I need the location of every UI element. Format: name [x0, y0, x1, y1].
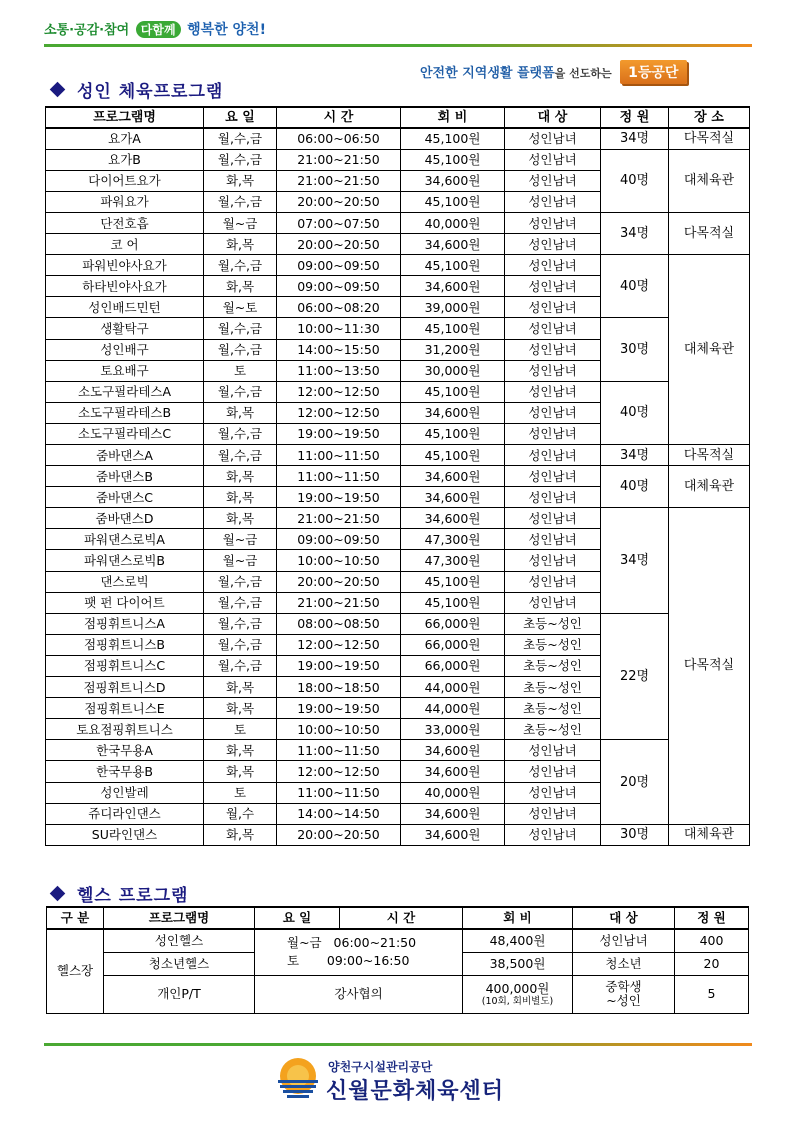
days: 화,목 [204, 824, 277, 845]
time: 19:00~19:50 [277, 487, 401, 508]
capacity: 34명 [601, 128, 669, 149]
col-header: 구 분 [47, 907, 104, 929]
tagline [420, 60, 687, 84]
place: 대체육관 [669, 149, 750, 212]
days: 토 [204, 360, 277, 381]
program-name: 줌바댄스B [46, 466, 204, 487]
time: 18:00~18:50 [277, 677, 401, 698]
health-program-table [46, 906, 749, 1014]
fee: 34,600원 [401, 276, 505, 297]
program-name: 팻 펀 다이어트 [46, 592, 204, 613]
days: 월,수,금 [204, 255, 277, 276]
program-name: 성인배드민턴 [46, 297, 204, 318]
target: 성인남녀 [505, 191, 601, 212]
capacity: 30명 [601, 824, 669, 845]
tagline-main: 안전한 지역생활 플랫폼 [420, 66, 555, 81]
target: 초등~성인 [505, 634, 601, 655]
tagline-small: 을 선도하는 [554, 67, 612, 80]
target: 초등~성인 [505, 655, 601, 676]
col-header: 장 소 [669, 107, 750, 128]
target: 성인남녀 [573, 929, 675, 952]
target: 성인남녀 [505, 782, 601, 803]
target: 성인남녀 [505, 402, 601, 423]
target: 성인남녀 [505, 487, 601, 508]
table-row [46, 824, 750, 845]
table-row [46, 508, 750, 529]
time: 21:00~21:50 [277, 508, 401, 529]
time: 06:00~06:50 [277, 128, 401, 149]
place: 대체육관 [669, 824, 750, 845]
days: 월,수 [204, 803, 277, 824]
col-header: 프로그램명 [104, 907, 255, 929]
target: 성인남녀 [505, 128, 601, 149]
program-name: 소도구필라테스A [46, 381, 204, 402]
col-header: 시 간 [277, 107, 401, 128]
org-name: 양천구시설관리공단 [328, 1060, 433, 1074]
program-name: 파워빈야사요가 [46, 255, 204, 276]
place: 다목적실 [669, 445, 750, 466]
time: 12:00~12:50 [277, 634, 401, 655]
time: 19:00~19:50 [277, 698, 401, 719]
time: 10:00~10:50 [277, 719, 401, 740]
program-name: 점핑휘트니스C [46, 655, 204, 676]
col-header: 시 간 [340, 907, 463, 929]
time: 09:00~09:50 [277, 529, 401, 550]
fee: 34,600원 [401, 803, 505, 824]
days: 화,목 [204, 466, 277, 487]
fee: 40,000원 [401, 782, 505, 803]
program-name: 파워댄스로빅A [46, 529, 204, 550]
fee: 45,100원 [401, 191, 505, 212]
table-row [46, 466, 750, 487]
target: 성인남녀 [505, 381, 601, 402]
days: 월~금 [204, 550, 277, 571]
time: 11:00~13:50 [277, 360, 401, 381]
capacity: 34명 [601, 445, 669, 466]
program-name: 성인발레 [46, 782, 204, 803]
time: 14:00~14:50 [277, 803, 401, 824]
fee: 34,600원 [401, 824, 505, 845]
target: 성인남녀 [505, 149, 601, 170]
days: 월~토 [204, 297, 277, 318]
program-name: 점핑휘트니스D [46, 677, 204, 698]
table-row [46, 318, 750, 339]
target: 성인남녀 [505, 423, 601, 444]
program-name: 점핑휘트니스E [46, 698, 204, 719]
program-name: 소도구필라테스B [46, 402, 204, 423]
category-cell: 헬스장 [47, 929, 104, 1013]
fee: 45,100원 [401, 381, 505, 402]
col-header: 대 상 [505, 107, 601, 128]
days: 월~금 [204, 529, 277, 550]
capacity: 20 [675, 952, 749, 975]
fee: 48,400원 [463, 929, 573, 952]
capacity: 40명 [601, 466, 669, 508]
program-name: 줌바댄스A [46, 445, 204, 466]
target-text: 중학생 ~성인 [605, 979, 642, 1008]
program-name: 한국무용B [46, 761, 204, 782]
fee: 45,100원 [401, 445, 505, 466]
capacity: 22명 [601, 613, 669, 740]
target: 성인남녀 [505, 297, 601, 318]
program-name: 단전호흡 [46, 212, 204, 233]
target: 성인남녀 [505, 761, 601, 782]
fee: 47,300원 [401, 550, 505, 571]
program-name: 생활탁구 [46, 318, 204, 339]
time: 12:00~12:50 [277, 381, 401, 402]
slogan-badge: 다함께 [136, 21, 181, 38]
target: 성인남녀 [505, 255, 601, 276]
diamond-bullet-icon [50, 886, 66, 902]
pt-time: 강사협의 [255, 975, 463, 1013]
col-header: 회 비 [463, 907, 573, 929]
time: 09:00~09:50 [277, 276, 401, 297]
diamond-bullet-icon [50, 82, 66, 98]
target: 성인남녀 [505, 466, 601, 487]
capacity: 40명 [601, 381, 669, 444]
slogan-prefix: 소통·공감·참여 [44, 23, 130, 38]
program-name: 요가B [46, 149, 204, 170]
fee: 34,600원 [401, 170, 505, 191]
days: 화,목 [204, 487, 277, 508]
time: 20:00~20:50 [277, 191, 401, 212]
fee-note: (10회, 회비별도) [481, 995, 554, 1007]
program-name: 청소년헬스 [104, 952, 255, 975]
time: 20:00~20:50 [277, 234, 401, 255]
program-name: 성인헬스 [104, 929, 255, 952]
time: 21:00~21:50 [277, 170, 401, 191]
time: 08:00~08:50 [277, 613, 401, 634]
program-name: 파워댄스로빅B [46, 550, 204, 571]
fee: 34,600원 [401, 761, 505, 782]
time: 14:00~15:50 [277, 339, 401, 360]
table-row [46, 381, 750, 402]
fee: 34,600원 [401, 740, 505, 761]
table-row [46, 445, 750, 466]
capacity: 34명 [601, 508, 669, 613]
schedule-cell [255, 929, 463, 975]
fee: 38,500원 [463, 952, 573, 975]
center-name: 신월문화체육센터 [326, 1079, 505, 1104]
place: 대체육관 [669, 255, 750, 445]
place: 다목적실 [669, 128, 750, 149]
col-header: 정 원 [601, 107, 669, 128]
days: 월,수,금 [204, 318, 277, 339]
program-name: 토요배구 [46, 360, 204, 381]
target: 성인남녀 [505, 318, 601, 339]
days: 토 [204, 719, 277, 740]
col-header: 정 원 [675, 907, 749, 929]
target: 성인남녀 [505, 740, 601, 761]
days: 월,수,금 [204, 445, 277, 466]
target: 초등~성인 [505, 719, 601, 740]
days: 화,목 [204, 234, 277, 255]
target: 성인남녀 [505, 234, 601, 255]
time: 11:00~11:50 [277, 466, 401, 487]
program-name: 요가A [46, 128, 204, 149]
fee: 47,300원 [401, 529, 505, 550]
adult-table-header [46, 107, 750, 128]
place: 다목적실 [669, 508, 750, 824]
fee: 45,100원 [401, 423, 505, 444]
program-name: 점핑휘트니스B [46, 634, 204, 655]
time: 19:00~19:50 [277, 655, 401, 676]
fee: 34,600원 [401, 402, 505, 423]
fee: 44,000원 [401, 677, 505, 698]
tagline-badge: 1등공단 [620, 60, 687, 84]
target: 초등~성인 [505, 613, 601, 634]
program-name: 쥬디라인댄스 [46, 803, 204, 824]
days: 화,목 [204, 677, 277, 698]
target: 성인남녀 [505, 339, 601, 360]
target: 성인남녀 [505, 550, 601, 571]
table-row [46, 613, 750, 634]
days: 월,수,금 [204, 381, 277, 402]
target: 성인남녀 [505, 360, 601, 381]
time: 07:00~07:50 [277, 212, 401, 233]
health-section-title: 헬스 프로그램 [52, 881, 188, 906]
target: 초등~성인 [505, 677, 601, 698]
days: 화,목 [204, 508, 277, 529]
target: 성인남녀 [505, 276, 601, 297]
time: 20:00~20:50 [277, 571, 401, 592]
fee: 45,100원 [401, 592, 505, 613]
days: 토 [204, 782, 277, 803]
bottom-divider [44, 1043, 752, 1046]
top-divider [44, 44, 752, 47]
target: 성인남녀 [505, 571, 601, 592]
days: 월,수,금 [204, 339, 277, 360]
target: 성인남녀 [505, 529, 601, 550]
time: 21:00~21:50 [277, 149, 401, 170]
fee: 33,000원 [401, 719, 505, 740]
fee: 66,000원 [401, 655, 505, 676]
target: 성인남녀 [505, 824, 601, 845]
place: 다목적실 [669, 212, 750, 254]
schedule-saturday: 토 09:00~16:50 [287, 953, 410, 969]
capacity: 5 [675, 975, 749, 1013]
days: 화,목 [204, 761, 277, 782]
program-name: 줌바댄스D [46, 508, 204, 529]
days: 월,수,금 [204, 128, 277, 149]
col-header: 요 일 [204, 107, 277, 128]
target [573, 975, 675, 1013]
col-header: 회 비 [401, 107, 505, 128]
table-row [46, 149, 750, 170]
slogan-suffix: 행복한 양천! [187, 22, 266, 38]
days: 월,수,금 [204, 634, 277, 655]
fee: 44,000원 [401, 698, 505, 719]
fee: 45,100원 [401, 571, 505, 592]
target: 성인남녀 [505, 445, 601, 466]
target: 성인남녀 [505, 212, 601, 233]
program-name: SU라인댄스 [46, 824, 204, 845]
program-name: 줌바댄스C [46, 487, 204, 508]
fee: 45,100원 [401, 128, 505, 149]
capacity: 34명 [601, 212, 669, 254]
fee: 45,100원 [401, 318, 505, 339]
health-table-header [47, 907, 749, 929]
fee: 31,200원 [401, 339, 505, 360]
program-name: 파워요가 [46, 191, 204, 212]
days: 월,수,금 [204, 571, 277, 592]
fee: 66,000원 [401, 613, 505, 634]
col-header: 요 일 [255, 907, 340, 929]
time: 20:00~20:50 [277, 824, 401, 845]
time: 11:00~11:50 [277, 740, 401, 761]
fee: 66,000원 [401, 634, 505, 655]
days: 월,수,금 [204, 191, 277, 212]
fee: 40,000원 [401, 212, 505, 233]
time: 11:00~11:50 [277, 445, 401, 466]
time: 11:00~11:50 [277, 782, 401, 803]
days: 화,목 [204, 698, 277, 719]
days: 화,목 [204, 402, 277, 423]
program-name: 한국무용A [46, 740, 204, 761]
table-row [46, 128, 750, 149]
program-name: 댄스로빅 [46, 571, 204, 592]
footer-logo [276, 1056, 536, 1106]
days: 월,수,금 [204, 149, 277, 170]
fee: 34,600원 [401, 466, 505, 487]
program-name: 하타빈야사요가 [46, 276, 204, 297]
slogan [44, 19, 266, 39]
target: 청소년 [573, 952, 675, 975]
col-header: 프로그램명 [46, 107, 204, 128]
sun-logo-icon [276, 1056, 320, 1100]
capacity: 400 [675, 929, 749, 952]
time: 12:00~12:50 [277, 761, 401, 782]
target: 성인남녀 [505, 592, 601, 613]
fee: 400,000원 (10회, 회비별도) [463, 975, 573, 1013]
target: 초등~성인 [505, 698, 601, 719]
program-name: 개인P/T [104, 975, 255, 1013]
time: 19:00~19:50 [277, 423, 401, 444]
days: 화,목 [204, 740, 277, 761]
program-name: 코 어 [46, 234, 204, 255]
capacity: 40명 [601, 255, 669, 318]
program-name: 다이어트요가 [46, 170, 204, 191]
time: 12:00~12:50 [277, 402, 401, 423]
target: 성인남녀 [505, 170, 601, 191]
days: 월~금 [204, 212, 277, 233]
fee: 34,600원 [401, 508, 505, 529]
target: 성인남녀 [505, 508, 601, 529]
capacity: 20명 [601, 740, 669, 824]
time: 10:00~10:50 [277, 550, 401, 571]
program-name: 토요점핑휘트니스 [46, 719, 204, 740]
fee: 39,000원 [401, 297, 505, 318]
time: 10:00~11:30 [277, 318, 401, 339]
days: 화,목 [204, 276, 277, 297]
table-row [46, 212, 750, 233]
program-name: 성인배구 [46, 339, 204, 360]
capacity: 40명 [601, 149, 669, 212]
time: 21:00~21:50 [277, 592, 401, 613]
time: 09:00~09:50 [277, 255, 401, 276]
days: 월,수,금 [204, 423, 277, 444]
time: 06:00~08:20 [277, 297, 401, 318]
capacity: 30명 [601, 318, 669, 381]
program-name: 소도구필라테스C [46, 423, 204, 444]
days: 월,수,금 [204, 613, 277, 634]
schedule-weekday: 월~금 06:00~21:50 [287, 935, 417, 951]
table-row [46, 255, 750, 276]
adult-program-table [45, 106, 750, 846]
fee: 45,100원 [401, 149, 505, 170]
fee: 34,600원 [401, 487, 505, 508]
target: 성인남녀 [505, 803, 601, 824]
fee: 45,100원 [401, 255, 505, 276]
program-name: 점핑휘트니스A [46, 613, 204, 634]
table-row [47, 929, 749, 952]
col-header: 대 상 [573, 907, 675, 929]
table-row [47, 975, 749, 1013]
place: 대체육관 [669, 466, 750, 508]
adult-section-title: 성인 체육프로그램 [52, 77, 223, 102]
days: 화,목 [204, 170, 277, 191]
days: 월,수,금 [204, 655, 277, 676]
fee: 30,000원 [401, 360, 505, 381]
fee: 34,600원 [401, 234, 505, 255]
table-row [46, 740, 750, 761]
days: 월,수,금 [204, 592, 277, 613]
